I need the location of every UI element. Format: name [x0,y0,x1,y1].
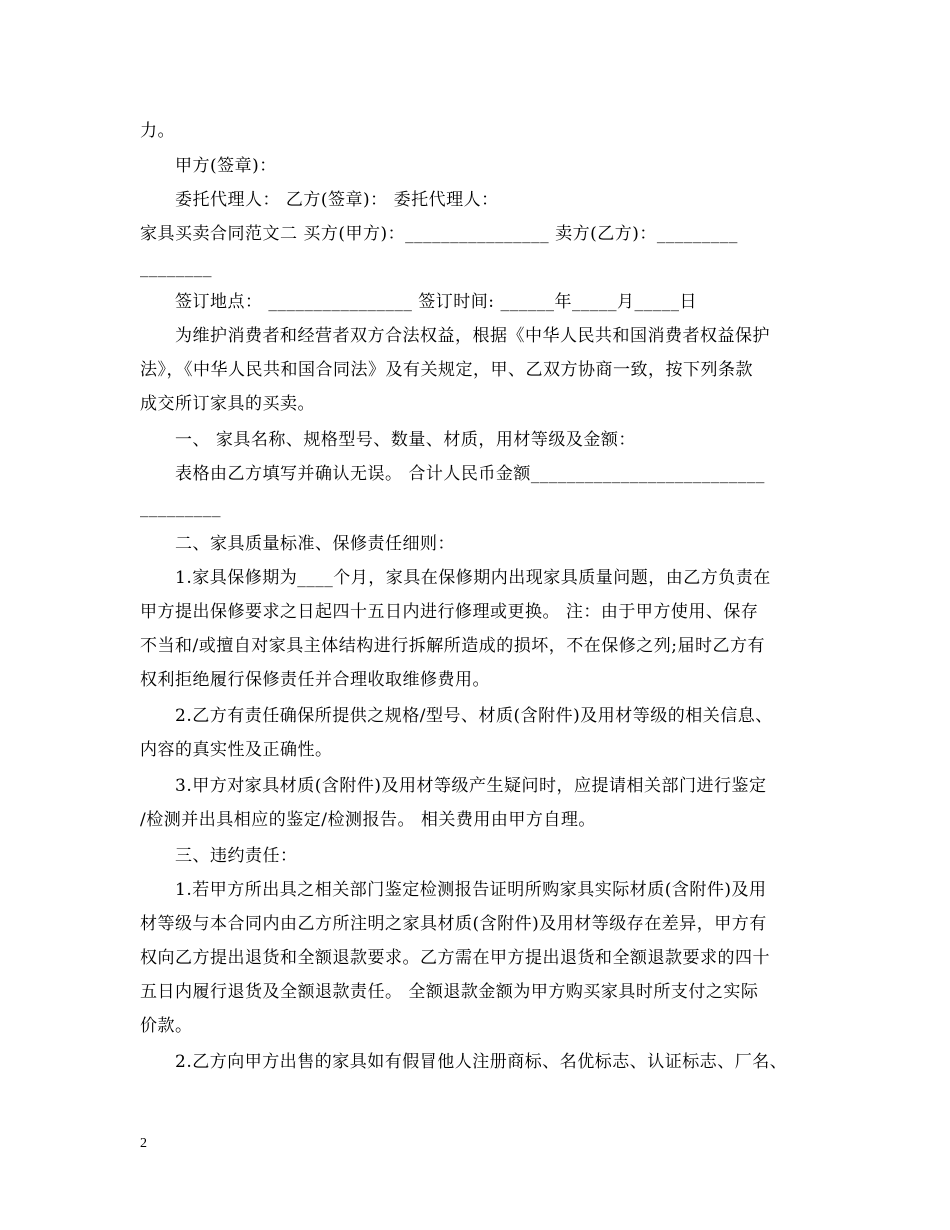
paragraph-line: 签订地点： ________________ 签订时间: ______年_____月_____日 [175,292,697,312]
paragraph-line: 成交所订家具的买卖。 [140,394,315,414]
paragraph-line: 家具买卖合同范文二 买方(甲方)：________________ 卖方(乙方)：_________ [140,224,738,244]
paragraph-line: 五日内履行退货及全额退款责任。 全额退款金额为甲方购买家具时所支付之实际 [140,982,759,1002]
paragraph-line: 权利拒绝履行保修责任并合理收取维修费用。 [140,670,490,690]
paragraph-line: 力。 [140,121,175,141]
paragraph-line: 三、违约责任： [175,846,298,866]
paragraph-line: 材等级与本合同内由乙方所注明之家具材质(含附件)及用材等级存在差异，甲方有 [140,914,767,934]
paragraph-line: 3.甲方对家具材质(含附件)及用材等级产生疑问时，应提请相关部门进行鉴定 [175,776,767,796]
paragraph-line: /检测并出具相应的鉴定/检测报告。 相关费用由甲方自理。 [140,810,596,830]
paragraph-line: 表格由乙方填写并确认无误。 合计人民币金额__________________________ [175,464,765,484]
paragraph-line: 1.若甲方所出具之相关部门鉴定检测报告证明所购家具实际材质(含附件)及用 [175,880,767,900]
paragraph-line: _________ [140,498,221,518]
paragraph-line: 法》，《中华人民共和国合同法》及有关规定，甲、乙双方协商一致，按下列条款 [140,360,753,380]
paragraph-line: 2.乙方向甲方出售的家具如有假冒他人注册商标、名优标志、认证标志、厂名、 [175,1052,788,1072]
paragraph-line: 不当和/或擅自对家具主体结构进行拆解所造成的损坏，不在保修之列;届时乙方有 [140,636,765,656]
paragraph-line: 内容的真实性及正确性。 [140,740,333,760]
paragraph-line: 二、家具质量标准、保修责任细则： [175,534,455,554]
paragraph-line: ________ [140,258,212,278]
paragraph-line: 甲方提出保修要求之日起四十五日内进行修理或更换。 注：由于甲方使用、保存 [140,602,759,622]
paragraph-line: 甲方(签章)： [175,156,277,176]
paragraph-line: 为维护消费者和经营者双方合法权益，根据《中华人民共和国消费者权益保护 [175,326,770,346]
page-number: 2 [140,1136,147,1151]
paragraph-line: 一、 家具名称、规格型号、数量、材质，用材等级及金额： [175,430,636,450]
paragraph-line: 委托代理人： 乙方(签章)： 委托代理人： [175,190,499,210]
paragraph-line: 价款。 [140,1016,193,1036]
paragraph-line: 权向乙方提出退货和全额退款要求。乙方需在甲方提出退货和全额退款要求的四十 [140,948,770,968]
paragraph-line: 2.乙方有责任确保所提供之规格/型号、材质(含附件)及用材等级的相关信息、 [175,706,773,726]
paragraph-line: 1.家具保修期为____个月，家具在保修期内出现家具质量问题，由乙方负责在 [175,568,771,588]
